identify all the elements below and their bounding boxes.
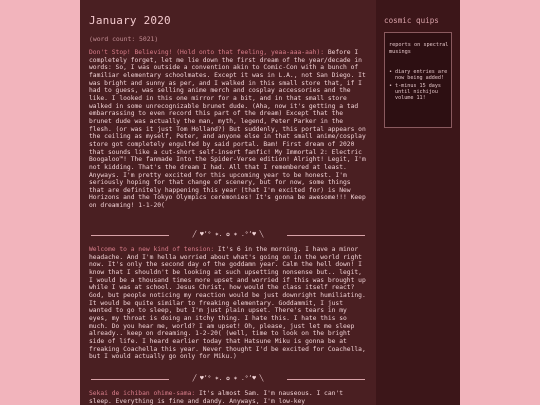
- update-list: [389, 69, 451, 102]
- word-count: (word count: 5021): [89, 35, 159, 43]
- site-description: reports on spectral musings: [389, 42, 449, 55]
- diary-entry: [89, 246, 367, 361]
- entry-divider: [89, 231, 367, 239]
- sidebar: [376, 0, 460, 405]
- diary-entry: [89, 49, 367, 210]
- entry-heading: Welcome to a new kind of tension:: [89, 246, 215, 253]
- info-box: [384, 32, 452, 128]
- update-item: [389, 83, 451, 102]
- site-title[interactable]: cosmic quips: [384, 16, 439, 25]
- update-item: [389, 69, 451, 82]
- entry-heading: Sekai de ichiban ohime-sama:: [89, 390, 196, 397]
- entry-body: Before I completely forget, let me lie down the first dream of the year/decade in words: So, I was outside a convention akin to Comic-Con with a bunch of familiar elementary schoolmates. Except it was in L.A., not San Diego. It was bright and sunny as per, and I walked in this small store that, if I had to guess, was selling anime merch and cosplay accessories and the like. I looked in this one mirror for a bit, and in that small store walked in some unrecognizable brunet dude. (Aha, now it's getting a tad embarrassing to even record this part of the dream) Except that the brunet dude was actually the man, myth, legend, Peter Parker in the flesh. (or was it just Tom Holland?) But suddenly, this portal appears on the ceiling as myself, Peter, and anyone else in that small anime/cosplay store got completely engulfed by said portal. Bam! First dream of 2020 that sounds like a cut-short self-insert fanfic! My Immortal 2: Electric Boogaloo™! The fanmade Into the Spider-Verse edition! Alright! Legit, I'm not kidding. That's the dream I had. All that I remembered at least. Anyways. I'm pretty excited for this upcoming year to be honest. I'm seriously hoping for that change of scenery, but for now, some things that are definitely happening this year (that I'm excited for) is New Horizons and the Tokyo Olympics ceremonies! It's gonna be awesome!!! Keep on dreaming! 1-1-20(: [89, 49, 366, 210]
- entry-divider: [89, 375, 367, 383]
- diary-entry: [89, 390, 367, 405]
- bullet-icon: •: [389, 69, 393, 75]
- update-text: t-minus 15 days until nichijou volume 11!: [395, 82, 442, 102]
- entry-heading: Don't Stop! Believing! (Hold onto that feeling, yeaa-aaa-aah):: [89, 49, 325, 56]
- diary-main-panel: [80, 0, 376, 405]
- divider-line: [287, 379, 365, 380]
- divider-ornament: ╱ ♥‘° ✶. ✿ ✶ .°‘♥ ╲: [192, 231, 264, 238]
- entry-body: It's almost 5am. I'm nauseous. I can't sleep. Everything is fine and dandy. Anyways, I'm low-key: [89, 390, 344, 405]
- page-title: January 2020: [89, 14, 171, 27]
- divider-line: [287, 235, 365, 236]
- update-text: diary entries are now being added!: [395, 69, 448, 82]
- bullet-icon: •: [389, 82, 393, 89]
- divider-ornament: ╱ ♥‘° ✶. ✿ ✶ .°‘♥ ╲: [192, 375, 264, 382]
- entry-body: It's 6 in the morning. I have a minor headache. And I'm hella worried about what's going on in the world right now. It's only the second day of the goddamn year. Calm the hell down! I know that I shouldn't be looking at such upsetting nonsense but.. legit, I would be a thousand times more upset and worried if this was brought up while I was at school. Jesus Christ, how would the class itself react? God, but people noticing my reaction would be just downright humiliating. It would be quite similar to freaking elementary. Goddammit, I just wanted to go to sleep, but I'm just plain upset. There's tears in my eyes, my throat is doing an itchy thing. I hate this. I hate this so much. Do you hear me, world? I am upset! Oh, please, just let me sleep already.. keep on dreaming. 1-2-20( (well, time to look on the bright side of life. I heard earlier today that Hatsune Miku is gonna be at freaking Coachella this year. Never thought I'd be excited for Coachella, but I would actually go only for Miku.): [89, 246, 366, 361]
